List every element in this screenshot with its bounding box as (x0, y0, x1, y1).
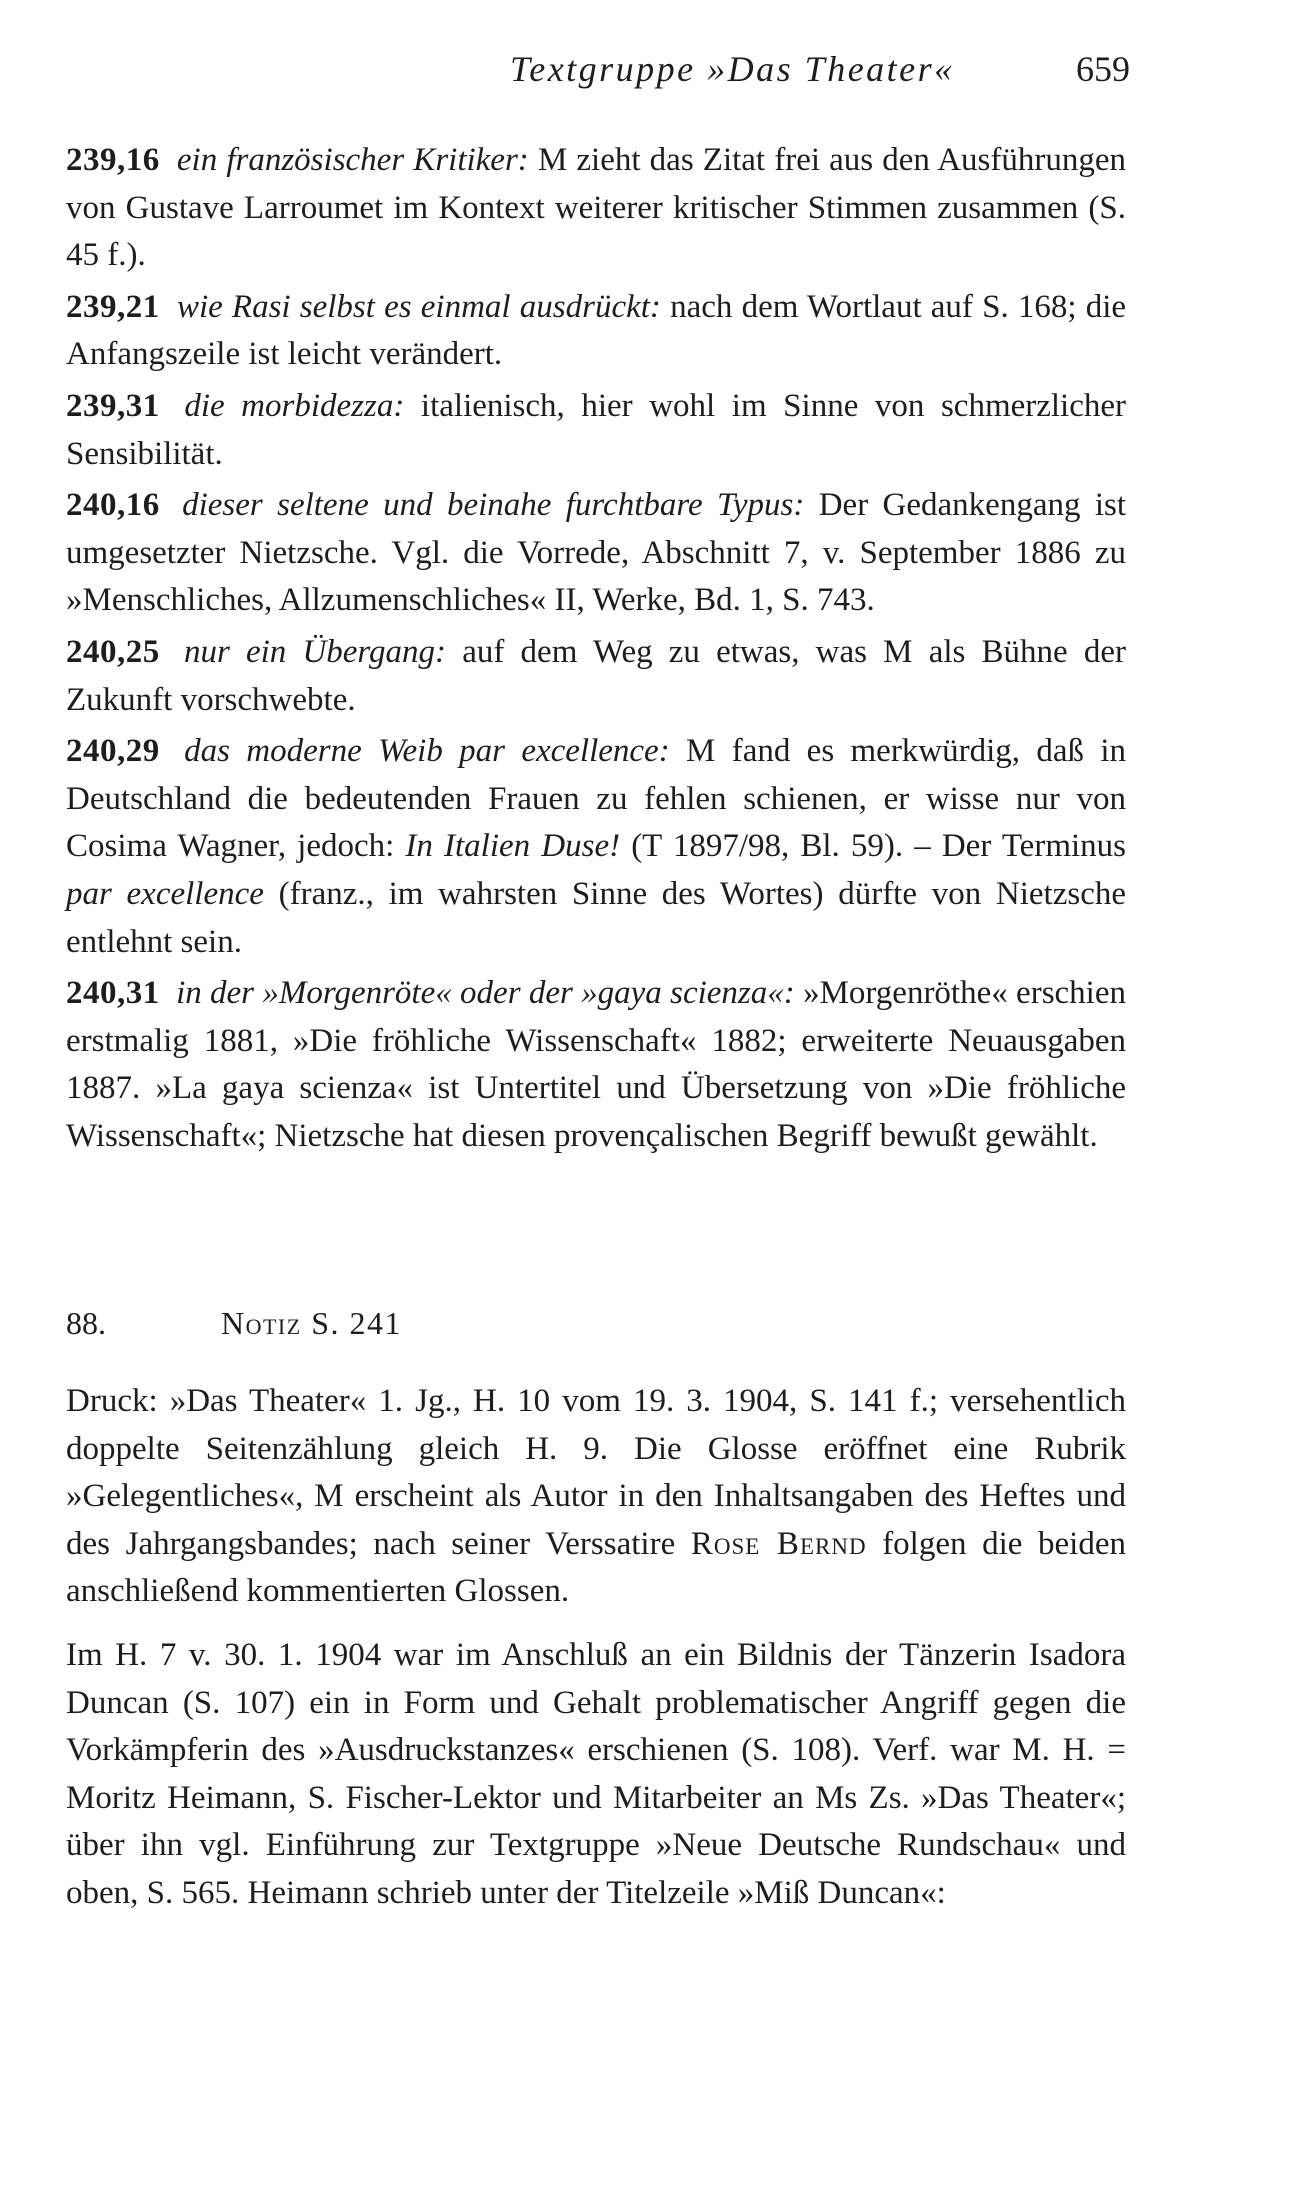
section-body (66, 1378, 1126, 1934)
note-reference: 240,25 (66, 633, 160, 670)
note-lemma: die morbidezza: (184, 387, 405, 424)
note-entry (66, 137, 1126, 280)
page-number: 659 (1076, 49, 1130, 89)
note-reference: 240,16 (66, 487, 160, 524)
note-lemma: nur ein Übergang: (183, 633, 447, 670)
note-text: (T 1897/98, Bl. 59). – Der Terminus (631, 828, 1126, 865)
note-text: M zieht das Zitat frei aus den Ausführungen von Gustave Larroumet im Kontext weiterer kritischer Stimmen zusammen (S. 45 f.). (66, 142, 1127, 274)
paragraph-print-info (66, 1378, 1126, 1616)
note-quote: In Italien Duse! (405, 828, 621, 865)
note-term: par excellence (66, 875, 264, 912)
note-reference: 239,16 (66, 142, 160, 178)
note-reference: 239,31 (66, 387, 160, 424)
note-text: Der Gedankengang ist umgesetzter Nietzsche. Vgl. die Vorrede, Abschnitt 7, v. September 1886 zu »Menschliches, Allzumenschliches« II, Werke, Bd. 1, S. 743. (66, 487, 1126, 619)
note-entry (66, 970, 1126, 1160)
note-reference: 239,21 (66, 288, 160, 325)
note-text: nach dem Wortlaut auf S. 168; die Anfangszeile ist leicht verändert. (66, 288, 1127, 373)
note-text: (franz., im wahrsten Sinne des Wortes) dürfte von Nietzsche entlehnt sein. (66, 875, 1126, 960)
note-lemma: dieser seltene und beinahe furchtbare Typus: (182, 487, 805, 524)
section-title: Notiz S. 241 (221, 1305, 402, 1341)
note-text: »Morgenröthe« erschien erstmalig 1881, »Die fröhliche Wissenschaft« 1882; erweiterte Neuausgaben 1887. »La gaya scienza« ist Untertitel und Übersetzung von »Die fröhliche Wissenschaft«; Nietzsche hat diesen provençalischen Begriff bewußt gewählt. (66, 975, 1126, 1154)
note-entry (66, 629, 1126, 724)
note-entry (66, 728, 1126, 966)
section-heading (66, 1305, 1126, 1355)
note-text: auf dem Weg zu etwas, was M als Bühne der Zukunft vorschwebte. (66, 633, 1127, 718)
commentary-notes (66, 137, 1126, 1164)
note-reference: 240,29 (66, 733, 160, 770)
note-lemma: wie Rasi selbst es einmal ausdrückt: (176, 288, 661, 325)
running-title: Textgruppe »Das Theater« (510, 49, 955, 89)
note-text: italienisch, hier wohl im Sinne von schmerzlicher Sensibilität. (66, 387, 1127, 472)
paragraph-text: folgen die beiden anschließend kommentierten Glossen. (66, 1525, 1126, 1610)
work-title: Rose Bernd (690, 1525, 867, 1562)
note-reference: 240,31 (66, 975, 160, 1012)
note-text: M fand es merkwürdig, daß in Deutschland die bedeutenden Frauen zu fehlen schienen, er wisse nur von Cosima Wagner, jedoch: (66, 733, 1127, 865)
paragraph-text: Druck: »Das Theater« 1. Jg., H. 10 vom 19. 3. 1904, S. 141 f.; versehentlich doppelte Seitenzählung gleich H. 9. Die Glosse eröffnet eine Rubrik »Gelegentliches«, M erscheint als Autor in den Inhaltsangaben des Heftes und des Jahrgangsbandes; nach seiner Verssatire (66, 1383, 1126, 1562)
note-lemma: in der »Morgenröte« oder der »gaya scienza«: (176, 975, 795, 1012)
note-lemma: ein französischer Kritiker: (176, 142, 529, 178)
paragraph-context: Im H. 7 v. 30. 1. 1904 war im Anschluß an ein Bildnis der Tänzerin Isadora Duncan (S. 107) ein in Form und Gehalt problematischer Angriff gegen die Vorkämpferin des »Ausdruckstanzes« erschienen (S. 108). Verf. war M. H. = Moritz Heimann, S. Fischer-Lektor und Mitarbeiter an Ms Zs. »Das Theater«; über ihn vgl. Einführung zur Textgruppe »Neue Deutsche Rundschau« und oben, S. 565. Heimann schrieb unter der Titelzeile »Miß Duncan«: (66, 1636, 1126, 1911)
running-header (510, 48, 1130, 108)
note-entry (66, 383, 1126, 478)
section-number: 88. (66, 1305, 106, 1341)
note-entry (66, 482, 1126, 625)
note-entry (66, 284, 1126, 379)
note-lemma: das moderne Weib par excellence: (184, 733, 670, 770)
